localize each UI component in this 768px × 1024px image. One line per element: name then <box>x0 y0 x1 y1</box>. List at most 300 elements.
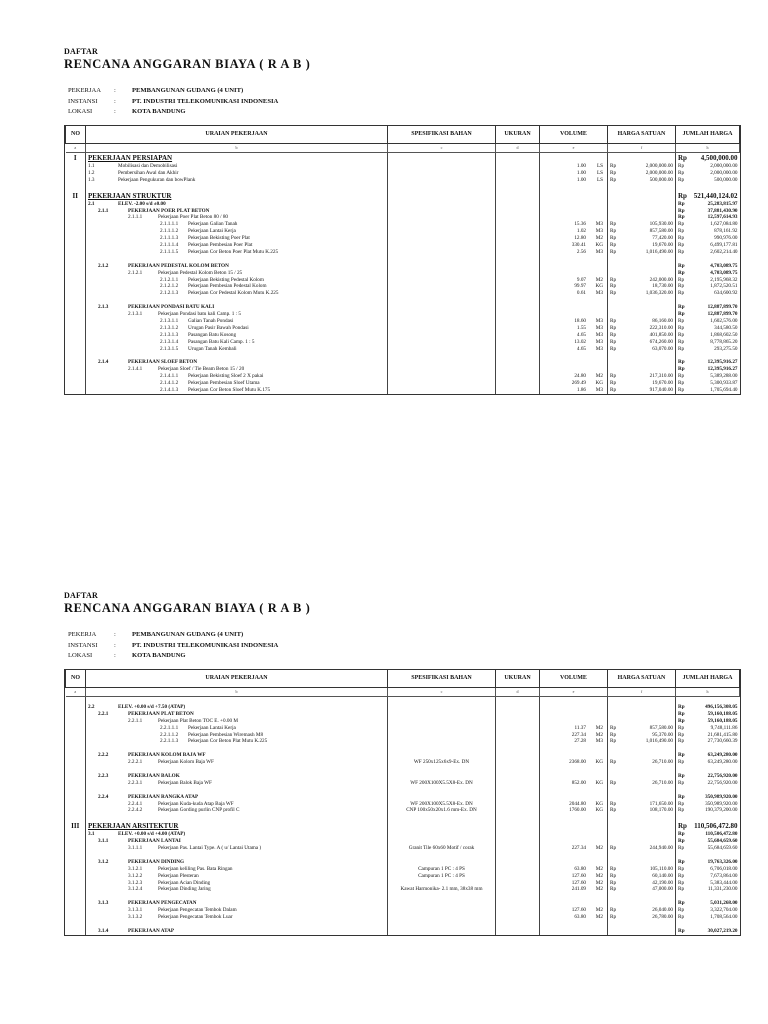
empty-cell <box>66 831 86 838</box>
empty-cell <box>540 928 608 935</box>
table-row <box>66 907 740 914</box>
item-code: 2.1.2.1.1 <box>160 276 179 283</box>
subtotal-value: 350,989,920.00 <box>705 793 738 800</box>
subtotal-cell <box>676 201 740 208</box>
volume-value: 2368.00 <box>569 759 586 766</box>
table-row <box>66 153 740 164</box>
table-row <box>66 235 740 242</box>
volume-cell <box>540 880 608 887</box>
volume-cell <box>540 235 608 242</box>
volume-cell <box>540 373 608 380</box>
spec-cell: WF 250x125x6x9-Ex. DN <box>388 759 496 766</box>
size-cell <box>496 859 540 866</box>
size-cell <box>496 801 540 808</box>
size-cell <box>496 380 540 387</box>
unit-price-cell <box>608 283 676 290</box>
item-description <box>86 759 388 766</box>
info-value: PEMBANGUNAN GUDANG (4 UNIT) <box>132 87 244 94</box>
item-code: 2.1.4 <box>98 359 109 366</box>
unit-price-cell <box>608 170 676 177</box>
info-key: INSTANSI <box>68 641 98 649</box>
item-code: 2.1.4.1.2 <box>160 380 179 387</box>
size-cell <box>496 807 540 814</box>
empty-cell <box>540 821 608 831</box>
item-description <box>86 263 388 270</box>
empty-cell <box>676 745 740 752</box>
amount-value: 2,195,968.32 <box>710 276 738 283</box>
spec-cell <box>388 773 496 780</box>
subtotal-value: 30,027,219.20 <box>707 927 738 934</box>
empty-cell <box>66 893 86 900</box>
unit-price-value: 105,110.00 <box>649 865 673 872</box>
size-cell <box>496 201 540 208</box>
volume-unit: LS <box>596 163 603 169</box>
size-cell <box>496 332 540 339</box>
volume-value: 1.86 <box>576 387 586 394</box>
unit-price-cell <box>608 725 676 732</box>
table-row <box>66 283 740 290</box>
empty-cell <box>540 297 608 304</box>
size-cell <box>496 249 540 256</box>
document-title: RENCANA ANGGARAN BIAYA ( R A B ) <box>64 57 311 71</box>
item-code: 2.1.3.1 <box>128 311 143 318</box>
volume-value: 1.00 <box>576 176 586 183</box>
info-value: PT. INDUSTRI TELEKOMUNIKASI INDONESIA <box>132 97 279 105</box>
currency-label: Rp <box>610 779 617 786</box>
item-code: 2.1.4.1 <box>128 366 143 373</box>
empty-cell <box>496 852 540 859</box>
volume-cell <box>540 346 608 353</box>
section-number: I <box>73 154 77 162</box>
empty-cell <box>540 704 608 711</box>
total-value: 521,440,124.02 <box>693 191 738 200</box>
item-code: 2.1.2 <box>98 262 109 269</box>
spec-cell <box>388 704 496 711</box>
table-row <box>66 270 740 277</box>
currency-label: Rp <box>610 248 617 255</box>
empty-cell <box>388 821 496 831</box>
unit-price-value: 171,650.00 <box>649 800 673 807</box>
empty-cell <box>66 801 86 808</box>
volume-value: 127.60 <box>571 907 586 914</box>
empty-cell <box>608 184 676 191</box>
table-row <box>66 787 740 794</box>
currency-label: Rp <box>678 200 685 207</box>
volume-value: 227.34 <box>571 731 586 738</box>
amount-value: 350,989,920.00 <box>705 800 738 807</box>
empty-cell <box>66 852 86 859</box>
table-row <box>66 921 740 928</box>
unit-price-value: 1,036,320.00 <box>645 290 673 297</box>
volume-cell <box>540 873 608 880</box>
column-header: SPESIFIKASI BAHAN <box>388 670 496 688</box>
volume-cell <box>540 380 608 387</box>
empty-cell <box>608 921 676 928</box>
volume-unit: KG <box>595 807 603 814</box>
size-cell <box>496 177 540 184</box>
currency-label: Rp <box>678 907 685 914</box>
table-row <box>66 277 740 284</box>
item-text: ELEV. -2.00 s/d ±0.00 <box>118 200 166 207</box>
item-code: 3.1.4 <box>98 927 109 934</box>
volume-cell <box>540 738 608 745</box>
currency-label: Rp <box>678 724 685 731</box>
empty-cell <box>66 866 86 873</box>
subtotal-cell <box>676 928 740 935</box>
volume-unit: M3 <box>595 290 603 297</box>
spec-cell <box>388 235 496 242</box>
amount-cell <box>676 373 740 380</box>
volume-value: 0.61 <box>576 290 586 297</box>
unit-price-cell <box>608 332 676 339</box>
unit-price-value: 244,940.00 <box>649 845 673 852</box>
volume-unit: KG <box>595 800 603 807</box>
item-text: Pekerjaan Pembesian Sloef Utama <box>188 380 260 387</box>
volume-unit: M2 <box>595 724 603 731</box>
size-cell <box>496 907 540 914</box>
item-code: 2.1.4.1.1 <box>160 373 179 380</box>
currency-label: Rp <box>678 710 685 717</box>
table-row <box>66 914 740 921</box>
volume-unit: M3 <box>595 317 603 324</box>
column-header: SPESIFIKASI BAHAN <box>388 126 496 144</box>
currency-label: Rp <box>610 724 617 731</box>
item-code: 3.1 <box>88 831 95 838</box>
volume-value: 127.60 <box>571 872 586 879</box>
unit-price-value: 95,370.00 <box>652 731 673 738</box>
item-description <box>86 928 388 935</box>
item-description <box>86 387 388 394</box>
item-text: PEKERJAAN SLOEF BETON <box>128 359 198 366</box>
info-row <box>64 630 738 641</box>
item-code: 2.2.1.1.1 <box>160 724 179 731</box>
currency-label: Rp <box>678 793 685 800</box>
item-description <box>86 873 388 880</box>
empty-cell <box>540 831 608 838</box>
size-cell <box>496 725 540 732</box>
item-code: 2.1.2.1 <box>128 269 143 276</box>
table-row <box>66 773 740 780</box>
unit-price-value: 26,780.00 <box>652 914 673 921</box>
item-description <box>86 773 388 780</box>
table-row <box>66 325 740 332</box>
unit-price-cell <box>608 380 676 387</box>
section-number: II <box>72 191 78 200</box>
empty-cell <box>540 201 608 208</box>
item-description <box>86 801 388 808</box>
project-info <box>64 86 738 118</box>
item-code: 2.1.2.1.2 <box>160 283 179 290</box>
size-cell <box>496 235 540 242</box>
subtotal-value: 12,597,614.93 <box>707 214 738 221</box>
info-value: PT. INDUSTRI TELEKOMUNIKASI INDONESIA <box>132 641 279 649</box>
volume-unit: KG <box>595 759 603 766</box>
item-description <box>86 780 388 787</box>
item-text: Pekerjaan Cor Beton Poer Plat Mutu K.225 <box>188 248 279 255</box>
spec-cell <box>388 242 496 249</box>
currency-label: Rp <box>678 822 687 831</box>
unit-price-cell <box>608 221 676 228</box>
spec-cell <box>388 380 496 387</box>
item-text: Pekerjaan Balok Baja WF <box>158 779 212 786</box>
item-text: Mobilisasi dan Demobilisasi <box>118 163 178 169</box>
subtotal-cell <box>676 711 740 718</box>
amount-value: 21,681,415.80 <box>707 731 738 738</box>
empty-cell <box>540 184 608 191</box>
empty-cell <box>608 893 676 900</box>
size-cell <box>496 263 540 270</box>
table-row <box>66 880 740 887</box>
item-text: Pekerjaan Lantai Kerja <box>188 228 236 235</box>
info-value: KOTA BANDUNG <box>132 108 186 115</box>
empty-cell <box>66 880 86 887</box>
amount-cell <box>676 228 740 235</box>
spec-cell <box>388 373 496 380</box>
currency-label: Rp <box>678 752 685 759</box>
empty-cell <box>86 766 388 773</box>
item-code: 3.1.1.1 <box>128 845 143 852</box>
currency-label: Rp <box>610 345 617 352</box>
size-cell <box>496 732 540 739</box>
amount-value: 1,602,576.00 <box>710 317 738 324</box>
currency-label: Rp <box>678 359 685 366</box>
item-code: 3.1.2.2 <box>128 872 143 879</box>
table-row <box>66 297 740 304</box>
empty-cell <box>676 893 740 900</box>
amount-cell <box>676 732 740 739</box>
currency-label: Rp <box>678 221 685 228</box>
spec-cell <box>388 738 496 745</box>
unit-price-cell <box>608 339 676 346</box>
empty-cell <box>496 353 540 360</box>
item-text: Pekerjaan Acian Dinding <box>158 879 211 886</box>
item-code: 3.1.2 <box>98 858 109 865</box>
unit-price-value: 1,016,490.00 <box>645 738 673 745</box>
volume-unit: M2 <box>595 731 603 738</box>
empty-cell <box>66 208 86 215</box>
item-text: Urugan Tanah Kembali <box>188 345 237 352</box>
empty-cell <box>676 184 740 191</box>
currency-label: Rp <box>678 169 685 176</box>
empty-cell <box>608 852 676 859</box>
item-code: 2.2.2 <box>98 752 109 759</box>
item-text: Pekerjaan Kolom Baja WF <box>158 759 214 766</box>
unit-price-value: 63,070.00 <box>652 345 673 352</box>
item-description <box>86 725 388 732</box>
item-description <box>86 270 388 277</box>
currency-label: Rp <box>610 738 617 745</box>
empty-cell <box>540 256 608 263</box>
amount-value: 5,383,444.00 <box>710 879 738 886</box>
item-description <box>86 794 388 801</box>
subtotal-cell <box>676 773 740 780</box>
size-cell <box>496 339 540 346</box>
currency-label: Rp <box>678 290 685 297</box>
volume-unit: M3 <box>595 324 603 331</box>
volume-unit: M2 <box>595 865 603 872</box>
empty-cell <box>540 838 608 845</box>
spec-cell <box>388 208 496 215</box>
item-text: Pekerjaan Pembesian Poer Plat <box>188 242 253 249</box>
volume-value: 63.80 <box>574 865 586 872</box>
size-cell <box>496 914 540 921</box>
subtotal-cell <box>676 366 740 373</box>
amount-cell <box>676 845 740 852</box>
empty-cell <box>540 745 608 752</box>
size-cell <box>496 780 540 787</box>
volume-value: 2044.80 <box>569 800 586 807</box>
column-header: JUMLAH HARGA <box>676 126 740 144</box>
spec-cell <box>388 718 496 725</box>
table-row <box>66 928 740 935</box>
item-description <box>86 359 388 366</box>
amount-value: 11,331,230.00 <box>707 886 738 893</box>
volume-value: 1.00 <box>576 169 586 176</box>
item-description <box>86 907 388 914</box>
empty-cell <box>540 191 608 201</box>
volume-unit: M3 <box>595 387 603 394</box>
empty-cell <box>66 177 86 184</box>
empty-cell <box>66 704 86 711</box>
amount-cell <box>676 914 740 921</box>
empty-cell <box>66 725 86 732</box>
size-cell <box>496 270 540 277</box>
amount-cell <box>676 235 740 242</box>
item-text: Pekerjaan Pas. Lantai Type. A ( u/ Lantai Utama ) <box>158 845 262 852</box>
item-code: 2.1.3.1.5 <box>160 345 179 352</box>
currency-label: Rp <box>678 387 685 394</box>
volume-unit: M3 <box>595 331 603 338</box>
volume-value: 330.41 <box>571 242 586 249</box>
currency-label: Rp <box>610 235 617 242</box>
unit-price-cell <box>608 318 676 325</box>
volume-cell <box>540 845 608 852</box>
empty-cell <box>66 766 86 773</box>
column-letter: f <box>608 688 676 697</box>
empty-cell <box>388 697 496 704</box>
spec-cell: WF 200X100X5.5X8-Ex. DN <box>388 801 496 808</box>
volume-unit: M3 <box>595 738 603 745</box>
empty-cell <box>388 766 496 773</box>
subtotal-cell <box>676 304 740 311</box>
table-row <box>66 332 740 339</box>
section-title: PEKERJAAN PERSIAPAN <box>86 153 388 164</box>
unit-price-cell <box>608 228 676 235</box>
table-row <box>66 208 740 215</box>
empty-cell <box>86 787 388 794</box>
table-row <box>66 814 740 821</box>
empty-cell <box>540 794 608 801</box>
item-text: Pekerjaan Sloef / Tie Beam Beton 15 / 20 <box>158 366 245 373</box>
amount-cell <box>676 325 740 332</box>
item-code: 3.1.3.2 <box>128 914 143 921</box>
item-description <box>86 304 388 311</box>
info-colon: : <box>114 97 116 105</box>
amount-value: 634,600.92 <box>714 290 738 297</box>
unit-price-cell <box>608 373 676 380</box>
item-code: 2.1.3.1.2 <box>160 324 179 331</box>
empty-cell <box>608 838 676 845</box>
item-description <box>86 170 388 177</box>
item-code: 1.2 <box>88 169 95 176</box>
item-text: ELEV. +0.00 s/d +4.00 (ATAP) <box>118 831 186 838</box>
item-code: 2.1.1 <box>98 207 109 214</box>
volume-value: 63.80 <box>574 914 586 921</box>
table-row <box>66 738 740 745</box>
volume-value: 4.65 <box>576 345 586 352</box>
empty-cell <box>676 921 740 928</box>
currency-label: Rp <box>610 276 617 283</box>
item-code: 2.1.4.1.3 <box>160 387 179 394</box>
empty-cell <box>540 214 608 221</box>
subtotal-value: 12,395,916.27 <box>707 366 738 373</box>
table-row <box>66 353 740 360</box>
subtotal-cell <box>676 214 740 221</box>
item-description <box>86 738 388 745</box>
item-code: 2.2.4.2 <box>128 807 143 814</box>
currency-label: Rp <box>610 169 617 176</box>
item-code: 3.1.2.1 <box>128 865 143 872</box>
item-text: Pekerjaan Poer Plat Beton 80 / 80 <box>158 214 229 221</box>
unit-price-cell <box>608 886 676 893</box>
unit-price-cell <box>608 249 676 256</box>
amount-value: 6,499,177.81 <box>710 242 738 249</box>
currency-label: Rp <box>678 879 685 886</box>
unit-price-value: 86,160.00 <box>652 317 673 324</box>
item-code: 2.2.1.1.3 <box>160 738 179 745</box>
size-cell <box>496 214 540 221</box>
item-code: 2.1.3.1.1 <box>160 317 179 324</box>
item-code: 2.2.2.1 <box>128 759 143 766</box>
empty-cell <box>66 163 86 170</box>
table-row <box>66 311 740 318</box>
section-total <box>676 821 740 831</box>
currency-label: Rp <box>678 772 685 779</box>
empty-cell <box>86 852 388 859</box>
volume-cell <box>540 228 608 235</box>
spec-cell: Kawat Harmonika- 2.1 mm, 38x38 mm <box>388 886 496 893</box>
table-row <box>66 794 740 801</box>
volume-cell <box>540 170 608 177</box>
empty-cell <box>608 814 676 821</box>
amount-cell <box>676 242 740 249</box>
size-cell <box>496 886 540 893</box>
currency-label: Rp <box>610 865 617 872</box>
size-cell <box>496 704 540 711</box>
amount-cell <box>676 873 740 880</box>
spec-cell <box>388 928 496 935</box>
volume-value: 12.80 <box>574 235 586 242</box>
currency-label: Rp <box>678 317 685 324</box>
empty-cell <box>496 745 540 752</box>
currency-label: Rp <box>678 900 685 907</box>
empty-cell <box>608 718 676 725</box>
table-row <box>66 191 740 201</box>
empty-cell <box>608 831 676 838</box>
amount-cell <box>676 318 740 325</box>
currency-label: Rp <box>678 276 685 283</box>
amount-value: 190,379,200.00 <box>705 807 738 814</box>
volume-value: 27.28 <box>574 738 586 745</box>
currency-label: Rp <box>610 800 617 807</box>
empty-cell <box>66 759 86 766</box>
empty-cell <box>540 353 608 360</box>
info-key: LOKASI <box>68 652 93 659</box>
currency-label: Rp <box>678 191 687 200</box>
empty-cell <box>608 263 676 270</box>
item-description <box>86 831 388 838</box>
empty-cell <box>540 311 608 318</box>
